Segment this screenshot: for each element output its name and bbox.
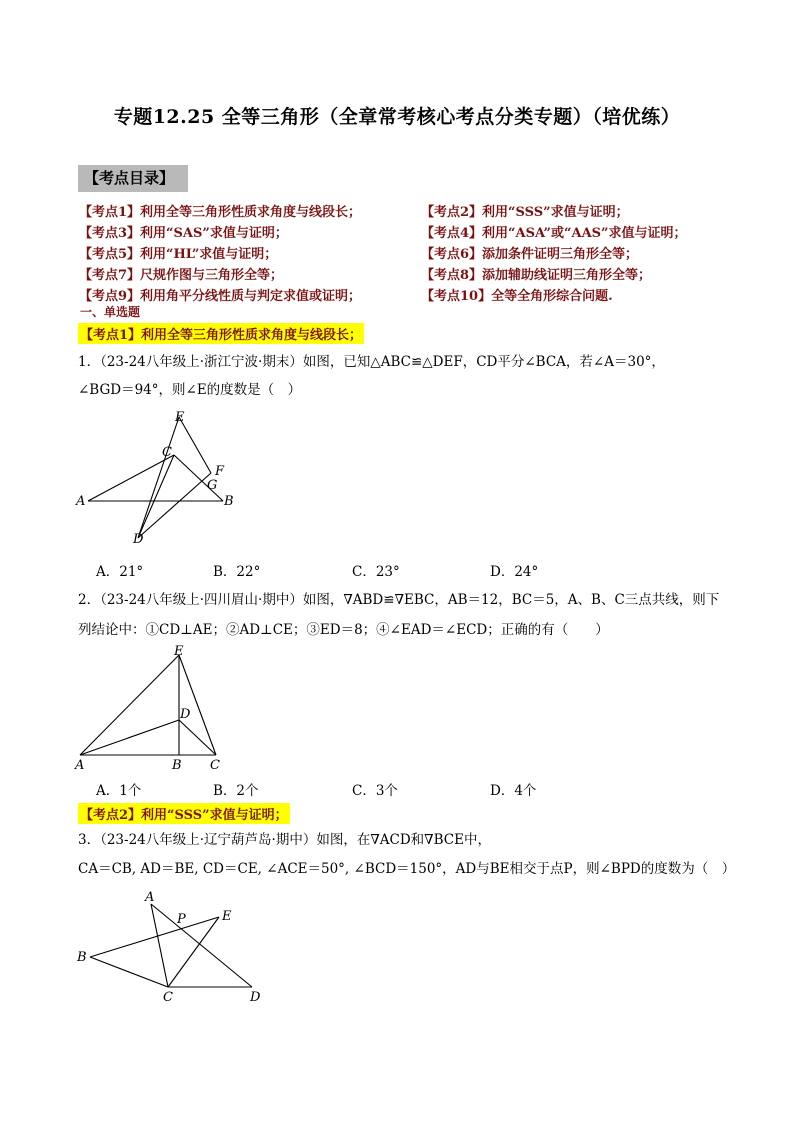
q1-option-b[interactable]: B．22° [213, 564, 261, 580]
q1-label-a: A [76, 494, 86, 509]
toc-item-6: 【考点6】添加条件证明三角形全等； [421, 247, 639, 262]
q3-line1: 3．（23-24八年级上·辽宁葫芦岛·期中）如图，在∇ACD和∇BCE中， [78, 832, 491, 848]
topic-1-banner: 【考点1】利用全等三角形性质求角度与线段长； [78, 323, 364, 344]
section-heading: 一、单选题 [80, 305, 141, 319]
q1-option-c[interactable]: C．23° [352, 564, 400, 580]
q2-label-c: C [210, 758, 220, 773]
q3-label-e: E [222, 909, 232, 924]
q3-figure [80, 890, 270, 1000]
page-title: 专题12.25 全等三角形（全章常考核心考点分类专题）（培优练） [113, 106, 681, 128]
q2-label-b: B [172, 758, 182, 773]
toc-item-4: 【考点4】利用“ASA”或“AAS”求值与证明； [421, 226, 687, 241]
q2-label-a: A [75, 758, 85, 773]
q1-label-d: D [133, 532, 144, 547]
toc-header: 【考点目录】 [78, 165, 188, 192]
q2-option-b[interactable]: B．2个 [213, 783, 259, 799]
q3-label-p: P [177, 912, 186, 927]
q1-option-d[interactable]: D．24° [490, 564, 539, 580]
toc-item-5: 【考点5】利用“HL”求值与证明； [79, 247, 278, 262]
q1-line1: 1．（23-24八年级上·浙江宁波·期末）如图，已知△ABC≌△DEF，CD平分∠BCA，若∠A＝30°， [78, 354, 665, 370]
toc-item-1: 【考点1】利用全等三角形性质求角度与线段长； [79, 205, 362, 220]
q2-option-d[interactable]: D．4个 [490, 783, 537, 799]
q2-figure [70, 645, 230, 765]
toc-item-8: 【考点8】添加辅助线证明三角形全等； [421, 268, 652, 283]
q3-label-b: B [77, 950, 87, 965]
q2-line1: 2．（23-24八年级上·四川眉山·期中）如图，∇ABD≌∇EBC，AB＝12，BC＝5，A、B、C三点共线，则下 [78, 592, 720, 608]
toc-item-3: 【考点3】利用“SAS”求值与证明； [79, 226, 288, 241]
q2-option-c[interactable]: C．3个 [352, 783, 398, 799]
toc-item-9: 【考点9】利用角平分线性质与判定求值或证明； [79, 289, 362, 304]
q1-option-a[interactable]: A．21° [96, 564, 144, 580]
q3-label-d: D [250, 990, 261, 1005]
toc-item-10: 【考点10】全等全角形综合问题. [421, 289, 613, 304]
q1-label-e: E [175, 410, 185, 425]
q1-label-c: C [162, 445, 172, 460]
q2-line2: 列结论中：①CD⊥AE；②AD⊥CE；③ED＝8；④∠EAD＝∠ECD；正确的有（ ） [78, 622, 609, 638]
toc-item-7: 【考点7】尺规作图与三角形全等； [79, 268, 284, 283]
q3-label-c: C [163, 990, 173, 1005]
q1-label-g: G [207, 478, 218, 493]
q2-option-a[interactable]: A．1个 [96, 783, 142, 799]
topic-2-banner: 【考点2】利用“SSS”求值与证明； [78, 803, 290, 824]
q3-label-a: A [145, 890, 155, 905]
q1-line2: ∠BGD＝94°，则∠E的度数是（ ） [78, 382, 302, 398]
q2-label-e: E [174, 644, 184, 659]
q1-label-b: B [224, 494, 234, 509]
q2-label-d: D [180, 707, 191, 722]
q1-label-f: F [215, 464, 225, 479]
toc-item-2: 【考点2】利用“SSS”求值与证明； [421, 205, 629, 220]
q3-line2: CA＝CB, AD＝BE, CD＝CE, ∠ACE＝50°, ∠BCD＝150°，AD与BE相交于点P，则∠BPD的度数为（ ） [78, 861, 736, 877]
